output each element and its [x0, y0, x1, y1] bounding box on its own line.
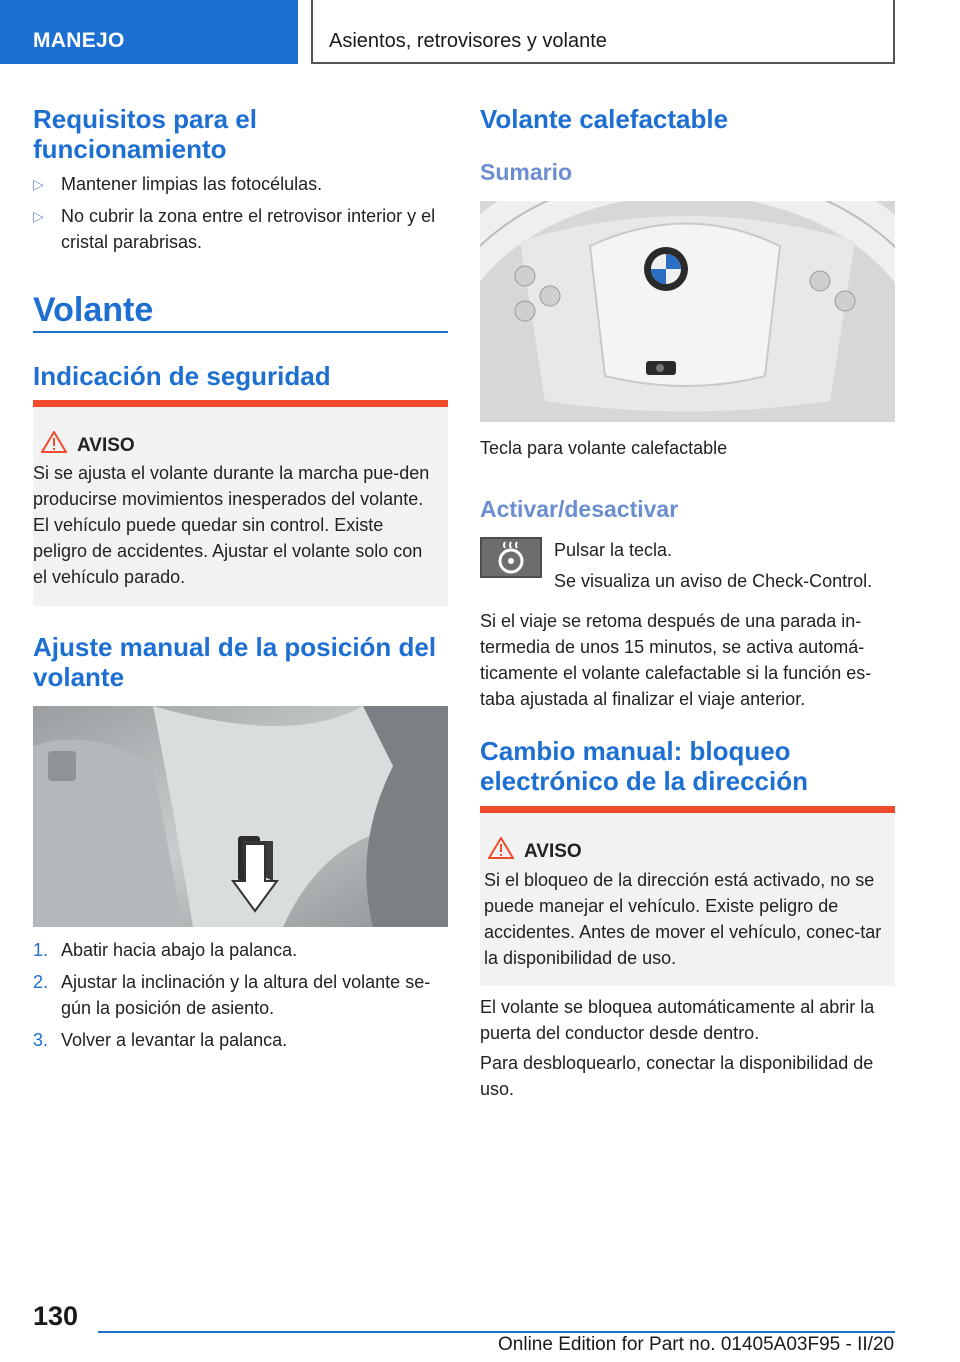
heading-cambio-manual: Cambio manual: bloqueo electrónico de la dirección — [480, 736, 808, 796]
heading-volante-calefactable: Volante calefactable — [480, 104, 729, 134]
warning-label: AVISO — [524, 841, 582, 862]
triangle-bullet-icon: ▷ — [33, 208, 44, 224]
steering-lever-photo — [33, 706, 448, 927]
activar-line-1: Pulsar la tecla. — [554, 540, 673, 560]
list-item: 3. Volver a levantar la palanca. — [33, 1030, 288, 1050]
triangle-bullet-icon: ▷ — [33, 176, 44, 192]
warning-text: Si el bloqueo de la dirección está activado, no se puede manejar el vehículo. Existe peligro de accidentes. Antes de mover el vehículo, conec-tar la disponibilidad de uso. — [484, 870, 882, 968]
activar-paragraph: Si el viaje se retoma después de una parada in-termedia de unos 15 minutos, se activa automá-ticamente el volante calefactable si la función es-taba ajustada al finalizar el viaje anterior. — [480, 611, 872, 709]
warning-label: AVISO — [77, 435, 135, 456]
activar-line-2: Se visualiza un aviso de Check-Control. — [554, 571, 873, 591]
section-tab — [0, 0, 298, 64]
edition-text: Online Edition for Part no. 01405A03F95 - II/20 — [498, 1334, 895, 1355]
heading-requisitos: Requisitos para el funcionamiento — [33, 104, 257, 164]
steering-wheel-photo — [480, 201, 895, 422]
heated-steering-button-image — [480, 537, 542, 578]
heading-sumario: Sumario — [480, 159, 573, 185]
heading-activar: Activar/desactivar — [480, 496, 679, 522]
list-item: ▷ Mantener limpias las fotocélulas. — [33, 171, 448, 197]
warning-box — [480, 806, 895, 986]
list-item: ▷ No cubrir la zona entre el retrovisor interior y el cristal parabrisas. — [33, 203, 448, 255]
paragraph: El volante se bloquea automáticamente al abrir la puerta del conductor desde dentro. — [480, 997, 875, 1043]
warning-text: Si se ajusta el volante durante la marcha pue-den producirse movimientos inesperados del volante. El vehículo puede quedar sin control. Existe peligro de accidentes. Ajustar el volante solo con el vehículo parado. — [33, 463, 430, 587]
heated-steering-wheel-icon — [482, 539, 540, 576]
chapter-label: Asientos, retrovisores y volante — [329, 30, 607, 52]
page-number: 130 — [33, 1301, 79, 1331]
warning-triangle-icon — [488, 837, 514, 859]
chapter-header — [311, 0, 895, 64]
list-item: 1. Abatir hacia abajo la palanca. — [33, 940, 298, 960]
heading-ajuste: Ajuste manual de la posición del volante — [33, 632, 437, 692]
warning-triangle-icon — [41, 431, 67, 453]
footer-rule — [98, 1331, 895, 1333]
warning-box — [33, 400, 448, 606]
section-label: MANEJO — [33, 29, 125, 52]
list-item: 2. Ajustar la inclinación y la altura del volante se-gún la posición de asiento. — [33, 972, 431, 1018]
section-rule — [33, 331, 448, 333]
photo-caption: Tecla para volante calefactable — [480, 438, 728, 458]
heading-volante: Volante — [33, 291, 154, 329]
heading-seguridad: Indicación de seguridad — [33, 361, 331, 391]
paragraph: Para desbloquearlo, conectar la disponibilidad de uso. — [480, 1053, 874, 1099]
